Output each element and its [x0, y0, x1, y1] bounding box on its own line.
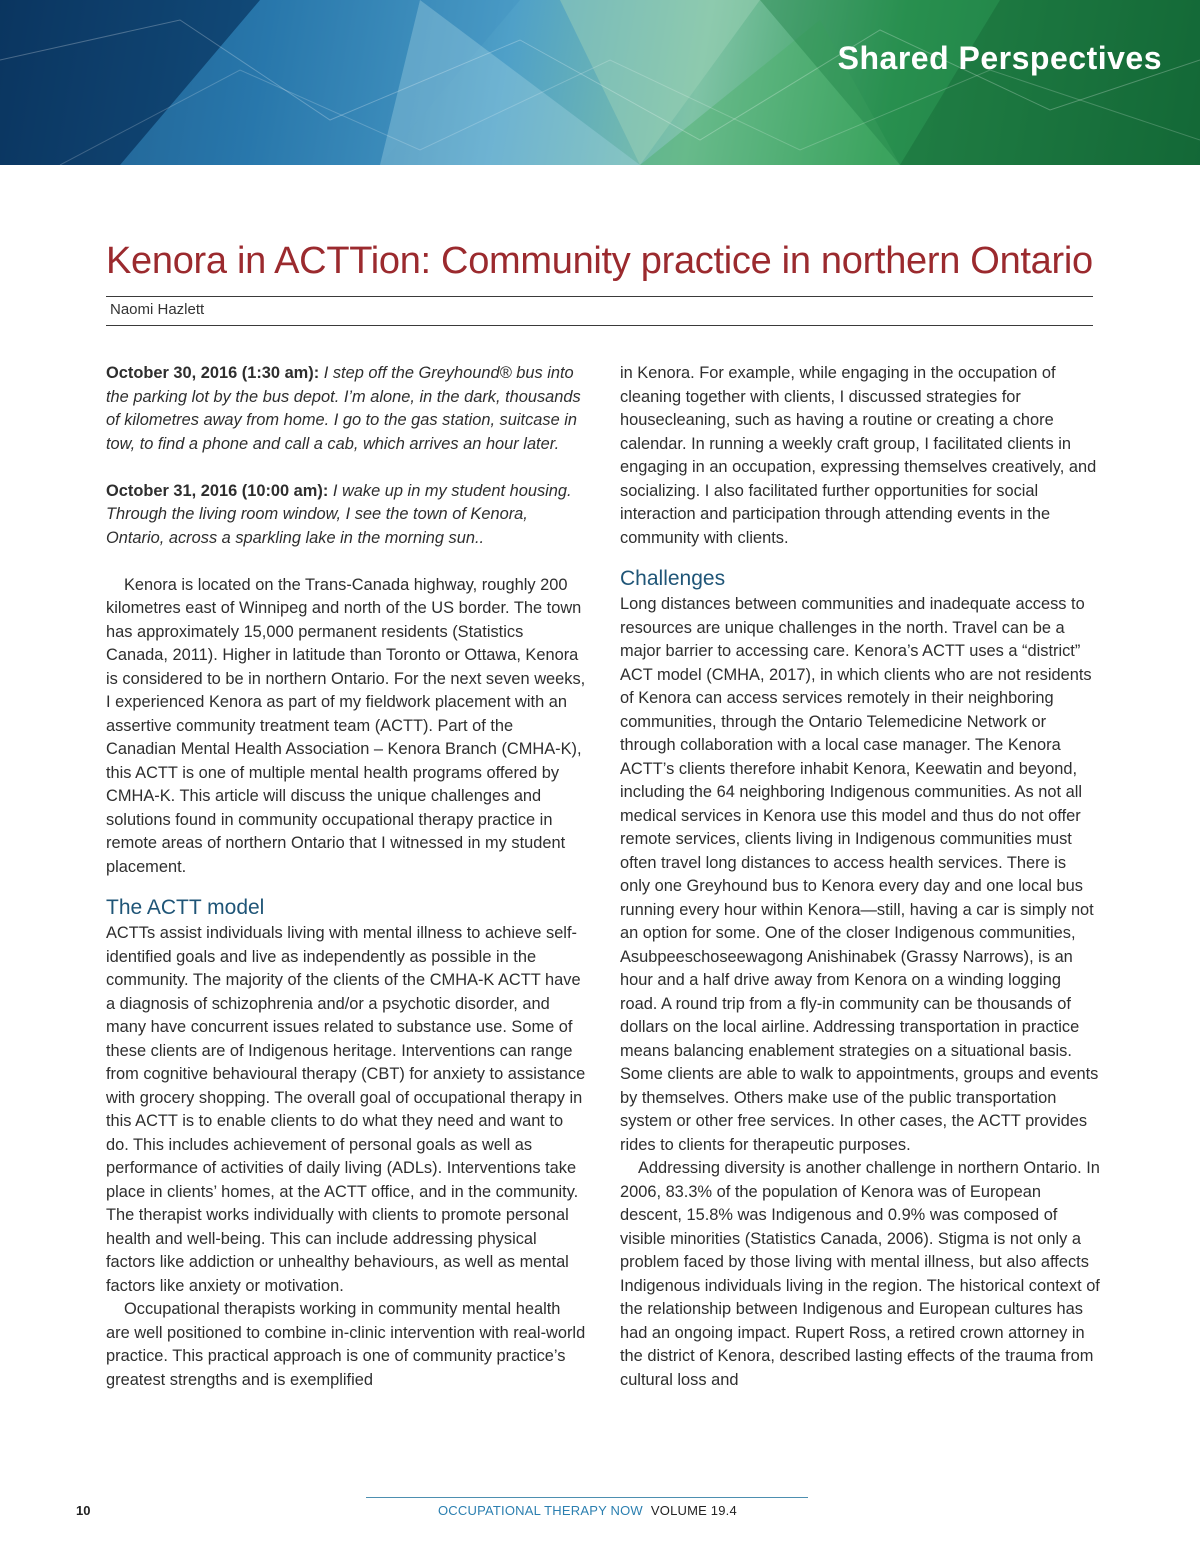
heading-challenges: Challenges — [620, 567, 726, 590]
diary-entry-1-text: I step off the Greyhound® bus into the parking lot by the bus depot. I’m alone, in the dark, thousands of kilometres away from home. I go to the gas station, suitcase in tow, to find a phone and call a cab, which arrives an hour later. — [106, 364, 581, 453]
footer-rule — [366, 1497, 808, 1498]
challenges-paragraph-1: Long distances between communities and inadequate access to resources are unique challenges in the north. Travel can be a major barrier to accessing care. Kenora’s ACTT uses a “district” ACT model (CMHA, 2017), in which clients who are not residents of Kenora can access services remotely in their neighboring communities, through the Ontario Telemedicine Network or through collaboration with a local case manager. The Kenora ACTT’s clients therefore inhabit Kenora, Keewatin and beyond, including the 64 neighboring Indigenous communities. As not all medical services in Kenora use this model and thus do not offer remote services, clients living in Indigenous communities must often travel long distances to access health services. There is only one Greyhound bus to Kenora every day and one local bus running every hour within Kenora—still, having a car is simply not an option for some. One of the closer Indigenous communities, Asubpeeschoseewagong Anishinabek (Grassy Narrows), is an hour and a half drive away from Kenora on a winding logging road. A round trip from a fly-in community can be thousands of dollars on the local airline. Addressing transportation in practice means balancing enablement strategies on a situational basis. Some clients are able to walk to appointments, groups and events by themselves. Others make use of the public transportation system or other free services. In other cases, the ACTT provides rides to clients for therapeutic purposes. — [620, 595, 1099, 1154]
author-name: Naomi Hazlett — [110, 301, 205, 318]
actt-paragraph-2: Occupational therapists working in community mental health are well positioned to combine in-clinic intervention with real-world practice. This practical approach is one of community practice’s greatest strengths and is exemplified — [106, 1300, 586, 1389]
page-number: 10 — [76, 1503, 91, 1518]
title-rule-top — [106, 296, 1093, 297]
diary-entry-2-text: I wake up in my student housing. Through the living room window, I see the town of Kenora, Ontario, across a sparkling lake in the morning sun.. — [106, 481, 572, 547]
left-column — [106, 362, 586, 1392]
diary-entry-1-date: October 30, 2016 (1:30 am): — [106, 364, 320, 382]
section-title: Shared Perspectives — [837, 40, 1162, 76]
diary-entry-1 — [106, 362, 586, 456]
challenges-paragraph-2: Addressing diversity is another challenge in northern Ontario. In 2006, 83.3% of the population of Kenora was of European descent, 15.8% was Indigenous and 0.9% was composed of visible minorities (Statistics Canada, 2006). Stigma is not only a problem faced by those living with mental illness, but also affects Indigenous individuals living in the region. The historical context of the relationship between Indigenous and European cultures has had an ongoing impact. Rupert Ross, a retired crown attorney in the district of Kenora, described lasting effects of the trauma from cultural loss and — [620, 1159, 1100, 1389]
footer-publication — [438, 1503, 737, 1518]
intro-paragraph: Kenora is located on the Trans-Canada highway, roughly 200 kilometres east of Winnipeg and north of the US border. The town has approximately 15,000 permanent residents (Statistics Canada, 2011). Higher in latitude than Toronto or Ottawa, Kenora is considered to be in northern Ontario. For the next seven weeks, I experienced Kenora as part of my fieldwork placement with an assertive community treatment team (ACTT). Part of the Canadian Mental Health Association – Kenora Branch (CMHA-K), this ACTT is one of multiple mental health programs offered by CMHA-K. This article will discuss the unique challenges and solutions found in community occupational therapy practice in remote areas of northern Ontario that I witnessed in my student placement. — [106, 575, 586, 876]
right-column — [620, 362, 1100, 1392]
geometric-pattern — [0, 0, 1200, 165]
diary-entry-2-date: October 31, 2016 (10:00 am): — [106, 481, 329, 500]
actt-paragraph-1: ACTTs assist individuals living with mental illness to achieve self-identified goals and live as independently as possible in the community. The majority of the clients of the CMHA-K ACTT have a diagnosis of schizophrenia and/or a psychotic disorder, and many have concurrent issues related to substance use. Some of these clients are of Indigenous heritage. Interventions can range from cognitive behavioural therapy (CBT) for anxiety to assistance with grocery shopping. The overall goal of occupational therapy in this ACTT is to enable clients to do what they need and want to do. This includes achievement of personal goals as well as performance of activities of daily living (ADLs). Interventions take place in clients’ homes, at the ACTT office, and in the community. The therapist works individually with clients to promote personal health and well-being. This can include addressing physical factors like addiction or unhealthy behaviours, as well as mental factors like anxiety or motivation. — [106, 924, 586, 1295]
volume-number: VOLUME 19.4 — [650, 1503, 737, 1518]
diary-entry-2 — [106, 480, 586, 551]
heading-actt-model: The ACTT model — [106, 896, 265, 919]
header-banner — [0, 0, 1200, 165]
title-rule-bottom — [106, 325, 1093, 326]
publication-name: OCCUPATIONAL THERAPY NOW — [438, 1503, 643, 1518]
article-title: Kenora in ACTTion: Community practice in northern Ontario — [106, 240, 1093, 282]
continued-paragraph: in Kenora. For example, while engaging in the occupation of cleaning together with clients, I discussed strategies for housecleaning, such as having a routine or creating a chore calendar. In running a weekly craft group, I facilitated clients in engaging in an occupation, expressing themselves creatively, and socializing. I also facilitated further opportunities for social interaction and participation through attending events in the community with clients. — [620, 364, 1097, 547]
